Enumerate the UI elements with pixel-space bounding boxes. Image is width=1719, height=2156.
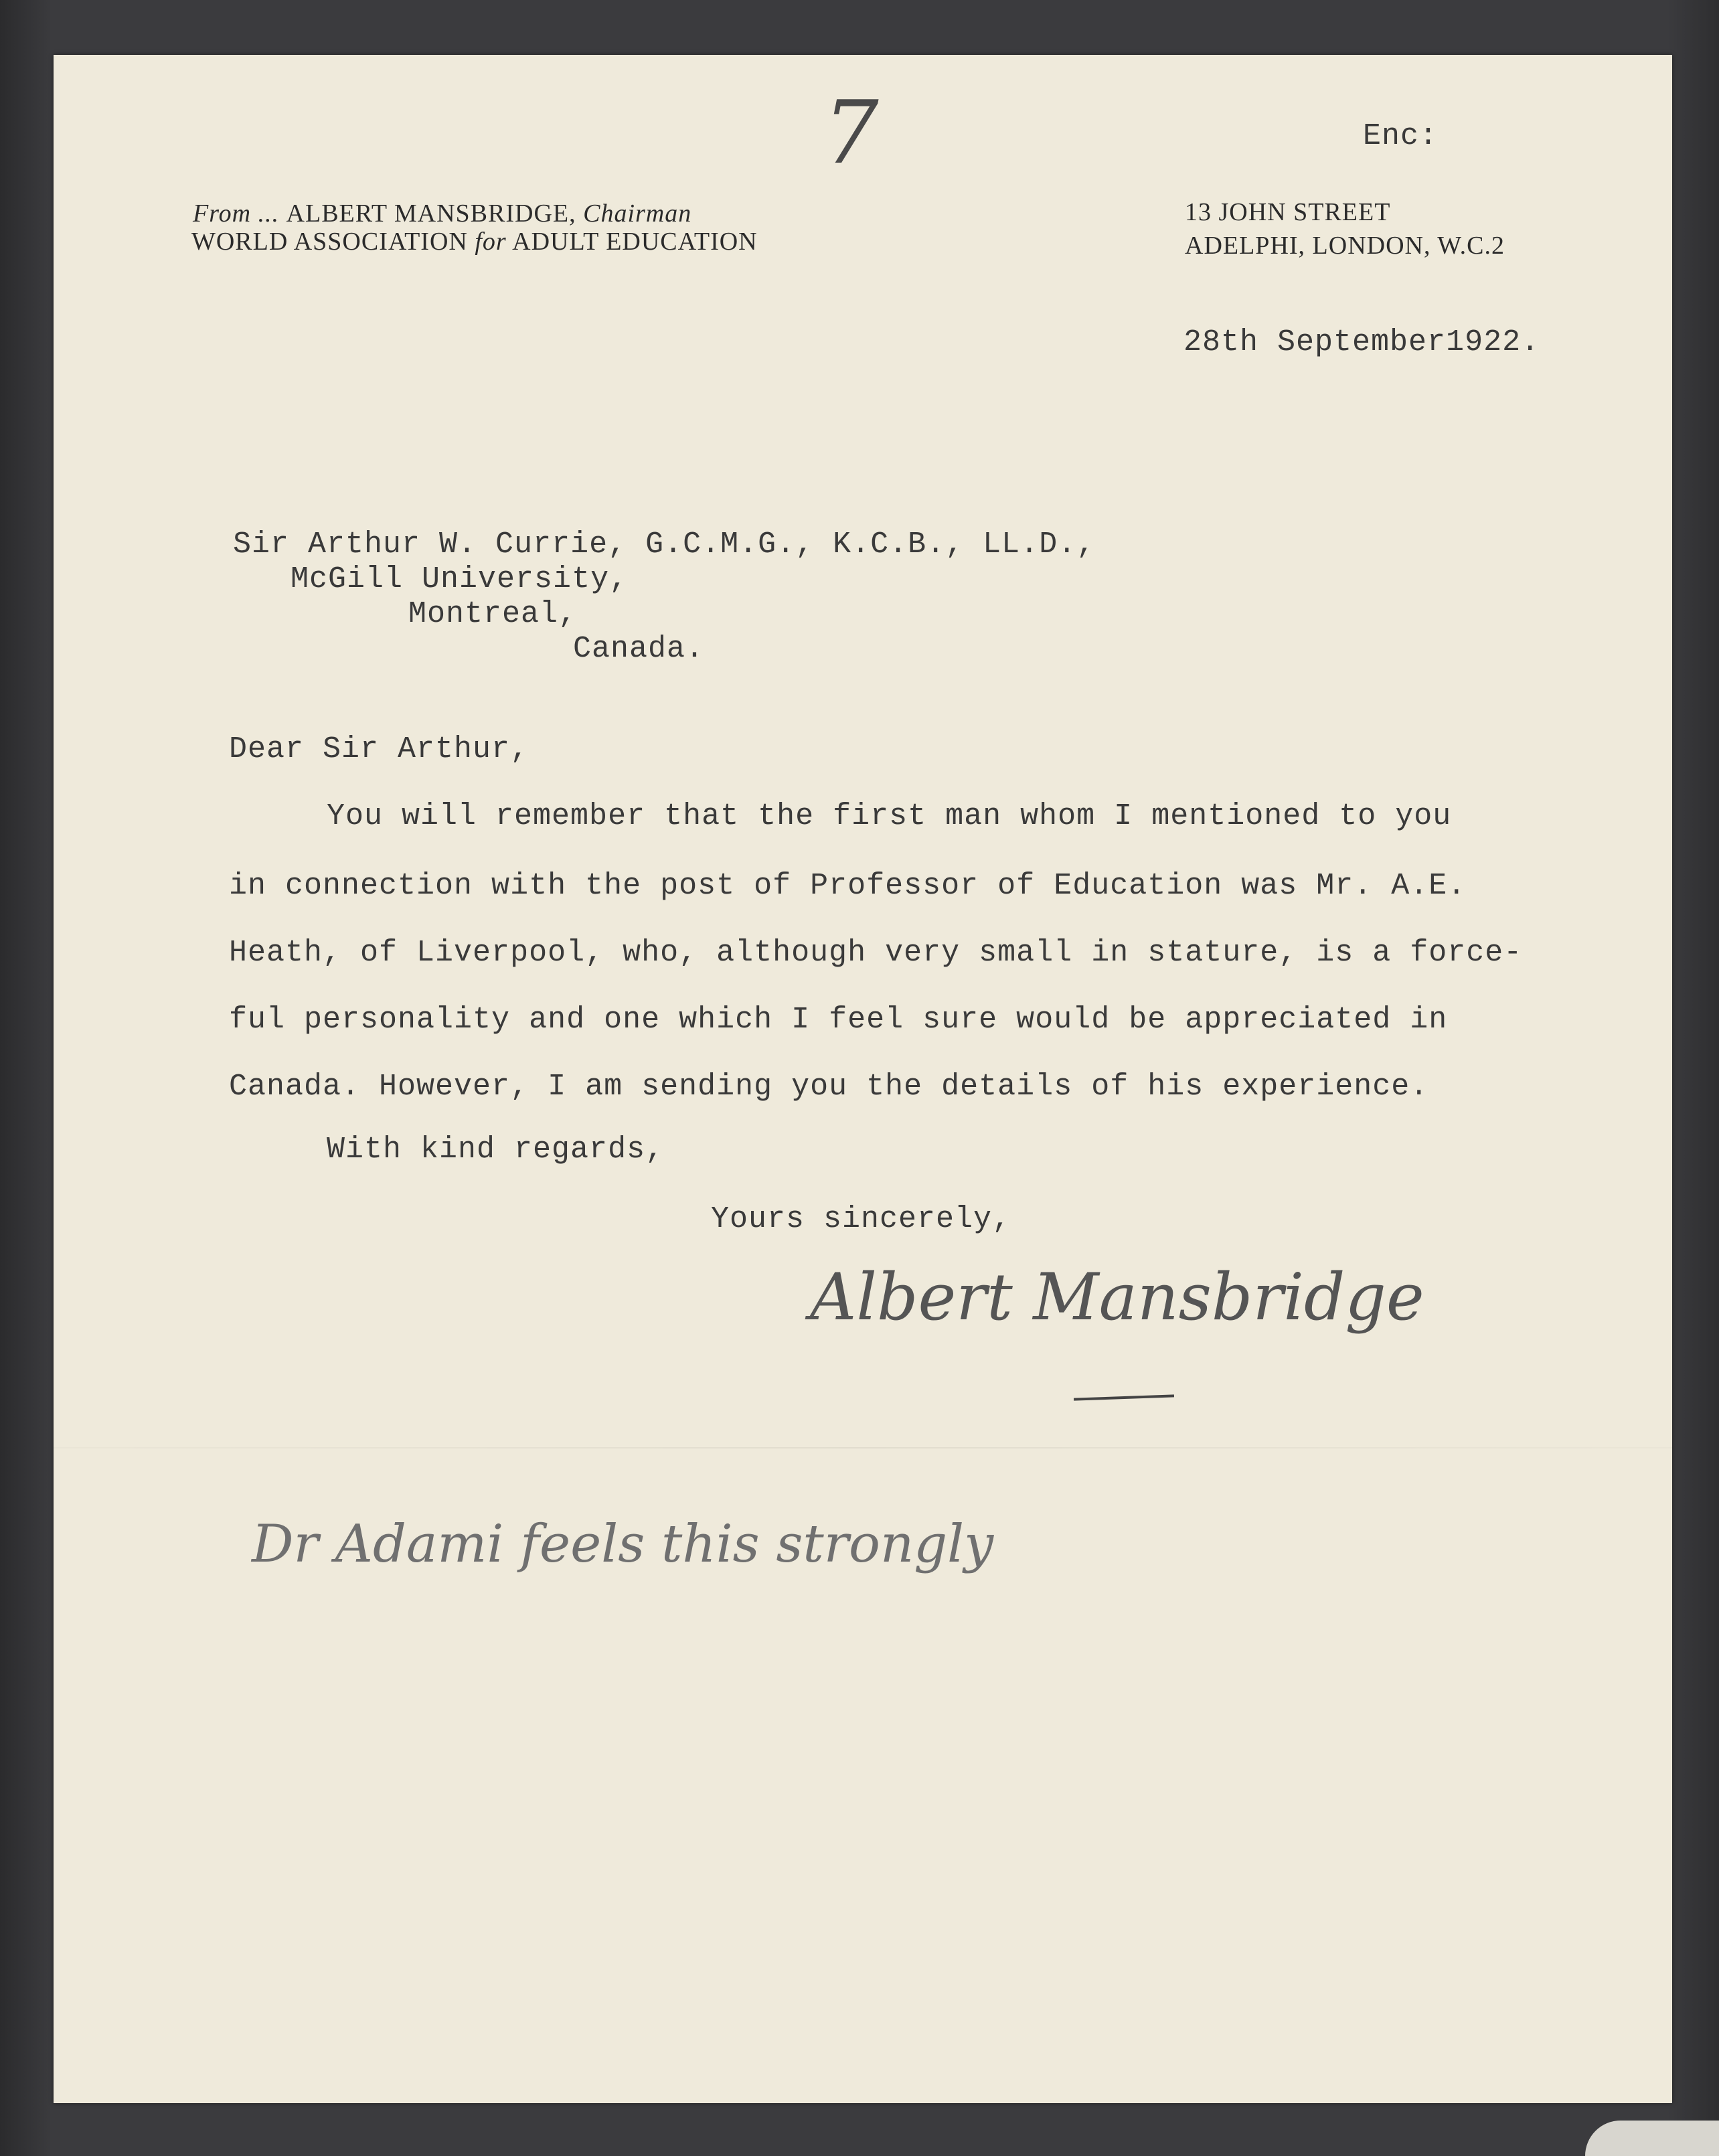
recipient-university: McGill University, bbox=[291, 562, 629, 596]
signature-underline bbox=[1074, 1394, 1174, 1400]
enclosure-mark: Enc: bbox=[1363, 119, 1439, 153]
corner-tab bbox=[1585, 2121, 1719, 2156]
address-city: ADELPHI, LONDON, W.C.2 bbox=[1185, 232, 1505, 260]
recipient-country: Canada. bbox=[573, 632, 705, 666]
body-line-4: ful personality and one which I feel sure would be appreciated in bbox=[229, 1003, 1448, 1037]
body-line-5: Canada. However, I am sending you the details of his experience. bbox=[229, 1070, 1429, 1104]
body-line-3: Heath, of Liverpool, who, although very small in stature, is a force- bbox=[229, 936, 1523, 970]
handwritten-note: Dr Adami feels this strongly bbox=[252, 1514, 994, 1574]
from-name: ALBERT MANSBRIDGE, bbox=[286, 199, 584, 228]
address-street: 13 JOHN STREET bbox=[1185, 198, 1391, 226]
from-prefix: From ... bbox=[193, 199, 286, 228]
org-part1: WORLD ASSOCIATION bbox=[191, 228, 475, 256]
recipient-name: Sir Arthur W. Currie, G.C.M.G., K.C.B., LL.D., bbox=[233, 527, 1096, 562]
body-line-2: in connection with the post of Professor of Education was Mr. A.E. bbox=[229, 869, 1467, 903]
closing: Yours sincerely, bbox=[711, 1202, 1011, 1236]
recipient-city: Montreal, bbox=[408, 597, 578, 631]
body-line-6: With kind regards, bbox=[327, 1133, 665, 1167]
from-title: Chairman bbox=[583, 199, 692, 228]
body-line-1: You will remember that the first man whom I mentioned to you bbox=[327, 799, 1452, 833]
salutation: Dear Sir Arthur, bbox=[229, 732, 529, 766]
archive-number: 7 bbox=[823, 82, 879, 183]
org-part2: ADULT EDUCATION bbox=[506, 228, 758, 256]
page-fold bbox=[54, 1447, 1672, 1448]
letterhead-organization bbox=[191, 228, 758, 256]
letter-page bbox=[54, 55, 1672, 2103]
letterhead-from bbox=[193, 199, 691, 228]
letter-date: 28th September1922. bbox=[1183, 325, 1540, 359]
org-for: for bbox=[475, 228, 507, 256]
signature: Albert Mansbridge bbox=[810, 1260, 1424, 1335]
